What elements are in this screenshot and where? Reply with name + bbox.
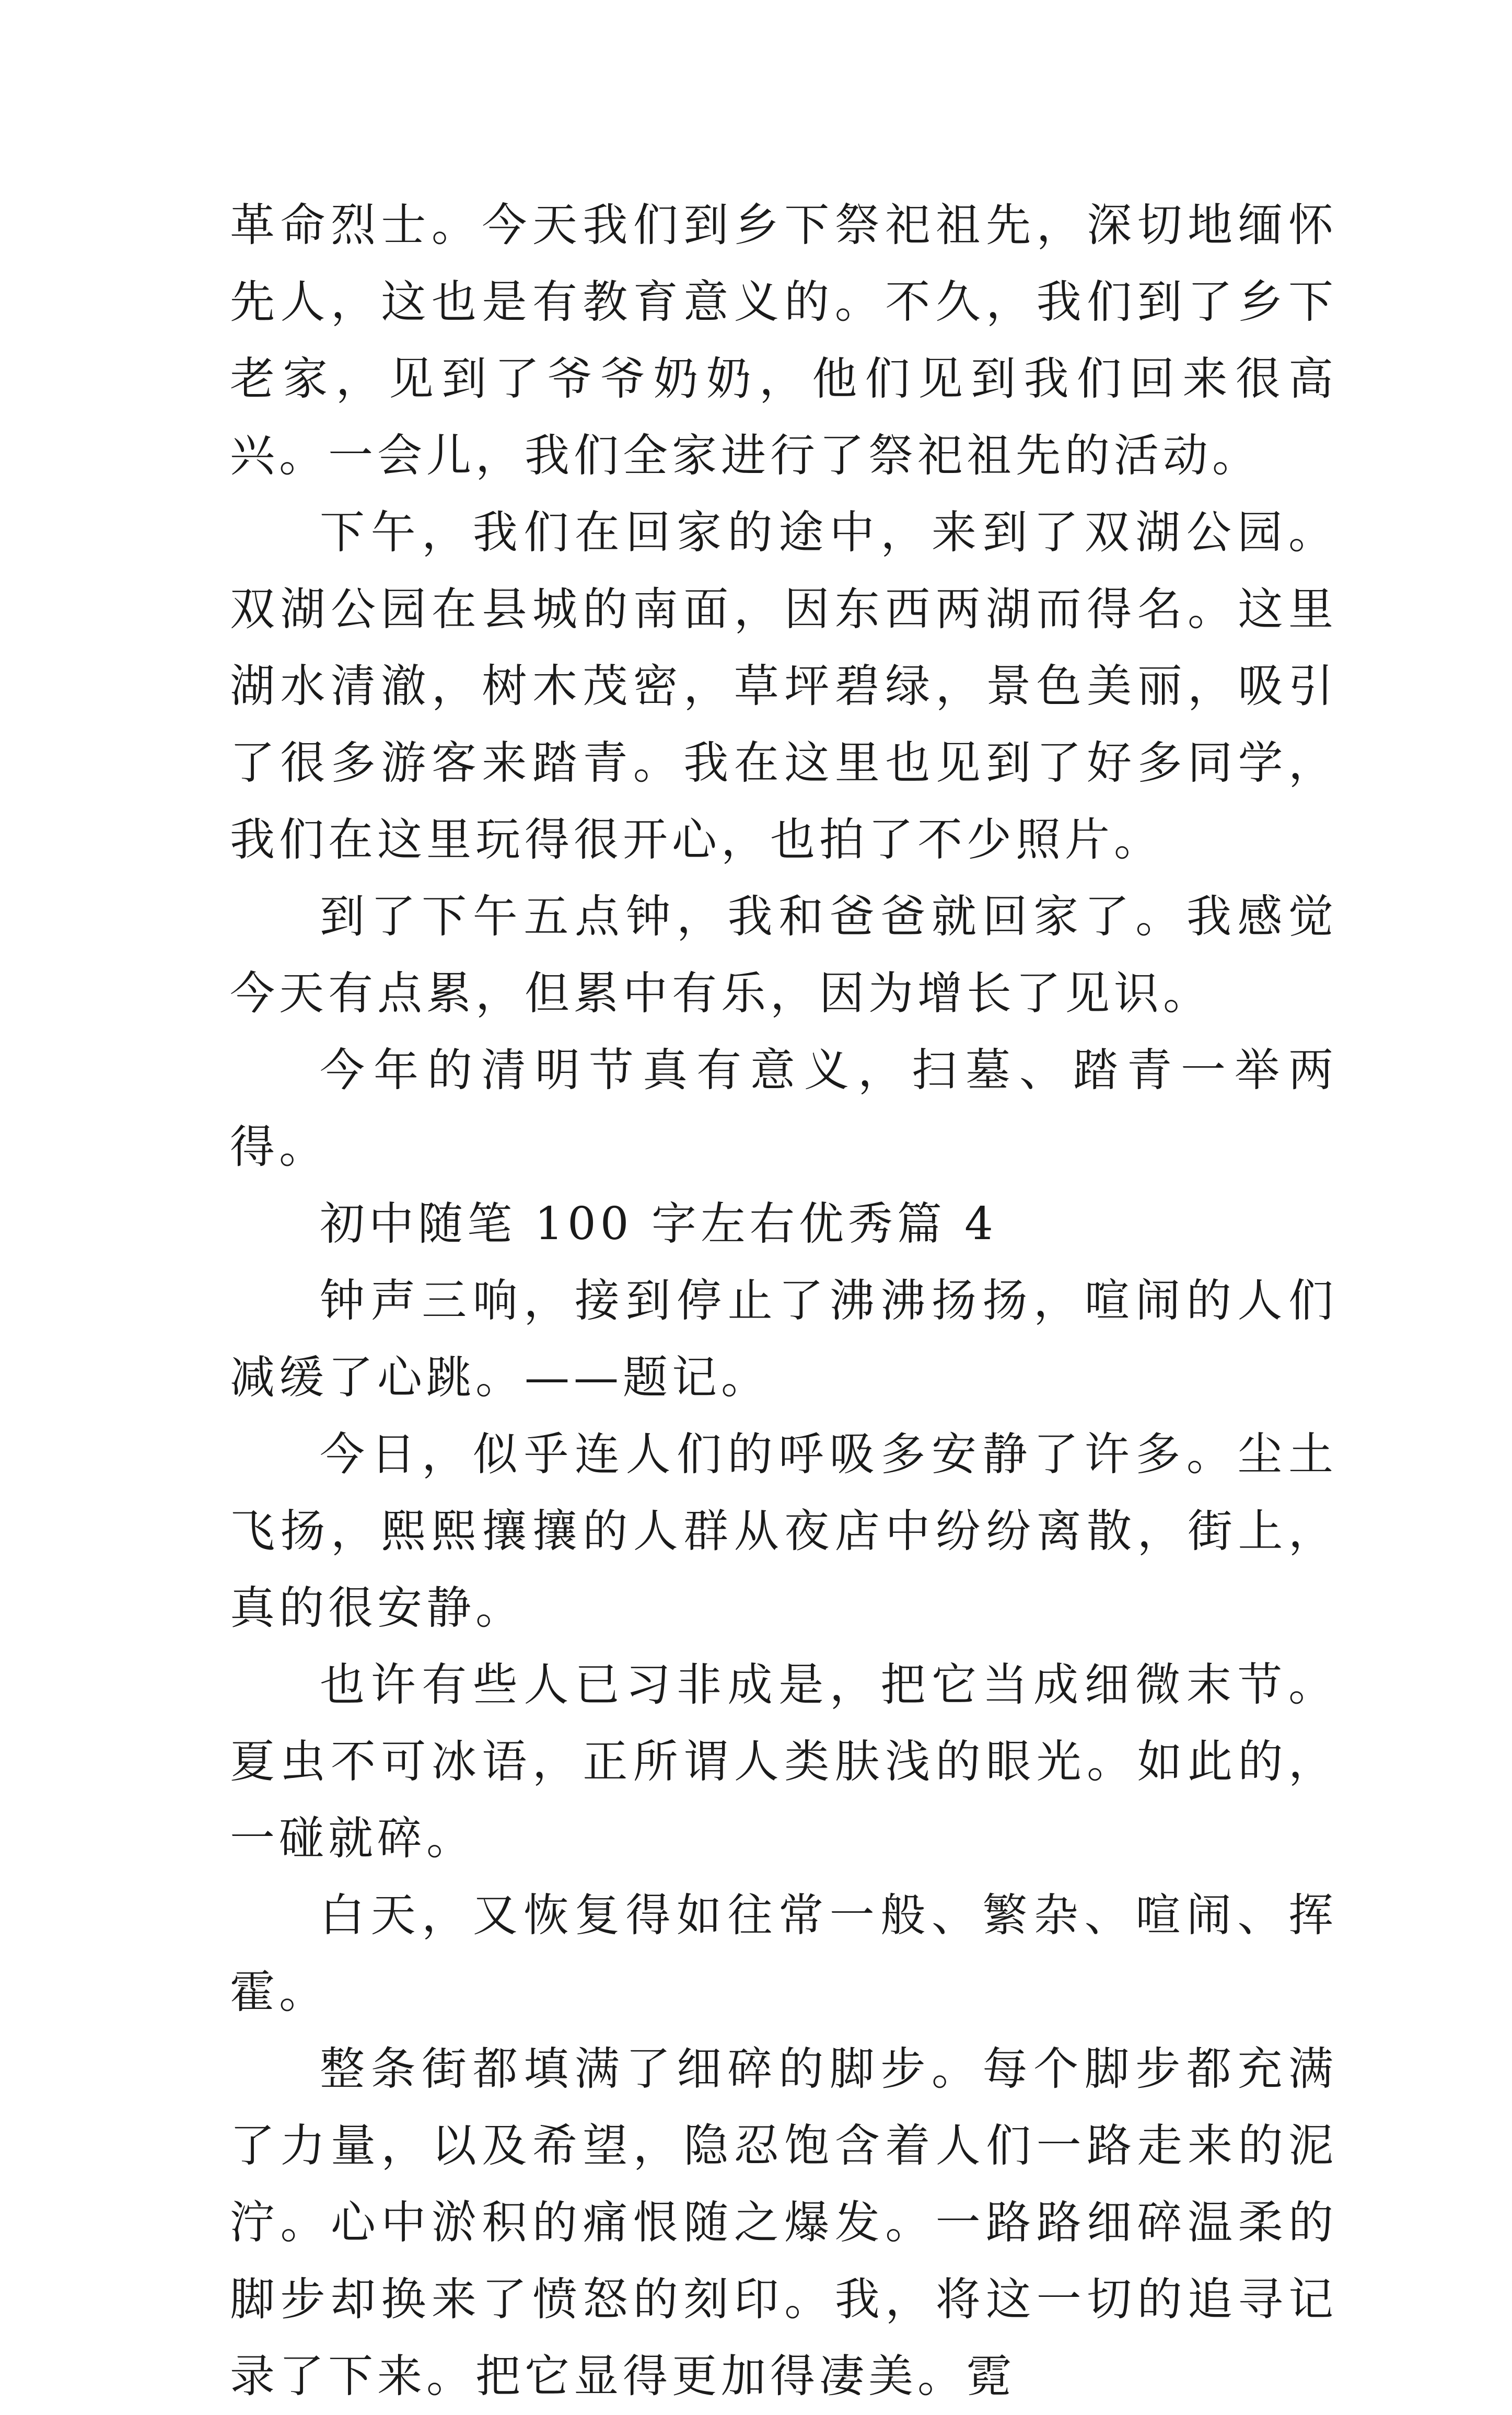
paragraph-7: 也许有些人已习非成是，把它当成细微末节。夏虫不可冰语，正所谓人类肤浅的眼光。如此的，一碰就碎。 — [230, 1659, 1337, 1865]
paragraph-8: 白天，又恢复得如往常一般、繁杂、喧闹、挥霍。 — [230, 1889, 1337, 2018]
paragraph-4: 今年的清明节真有意义，扫墓、踏青一举两得。 — [230, 1044, 1337, 1173]
paragraph-2: 下午，我们在回家的途中，来到了双湖公园。双湖公园在县城的南面，因东西两湖而得名。这里湖水清澈，树木茂密，草坪碧绿，景色美丽，吸引了很多游客来踏青。我在这里也见到了好多同学，我们在这里玩得很开心，也拍了不少照片。 — [230, 506, 1337, 866]
paragraph-5: 钟声三响，接到停止了沸沸扬扬，喧闹的人们减缓了心跳。——题记。 — [230, 1275, 1337, 1404]
paragraph-3: 到了下午五点钟，我和爸爸就回家了。我感觉今天有点累，但累中有乐，因为增长了见识。 — [230, 891, 1337, 1020]
document-body — [230, 187, 1337, 2415]
paragraph-1: 革命烈士。今天我们到乡下祭祀祖先，深切地缅怀先人，这也是有教育意义的。不久，我们到了乡下老家，见到了爷爷奶奶，他们见到我们回来很高兴。一会儿，我们全家进行了祭祀祖先的活动。 — [230, 199, 1337, 482]
paragraph-6: 今日，似乎连人们的呼吸多安静了许多。尘土飞扬，熙熙攘攘的人群从夜店中纷纷离散，街上，真的很安静。 — [230, 1428, 1337, 1634]
paragraph-9: 整条街都填满了细碎的脚步。每个脚步都充满了力量，以及希望，隐忍饱含着人们一路走来的泥泞。心中淤积的痛恨随之爆发。一路路细碎温柔的脚步却换来了愤怒的刻印。我，将这一切的追寻记录了下来。把它显得更加得凄美。霓 — [230, 2043, 1337, 2402]
section-heading: 初中随笔 100 字左右优秀篇 4 — [320, 1198, 997, 1250]
